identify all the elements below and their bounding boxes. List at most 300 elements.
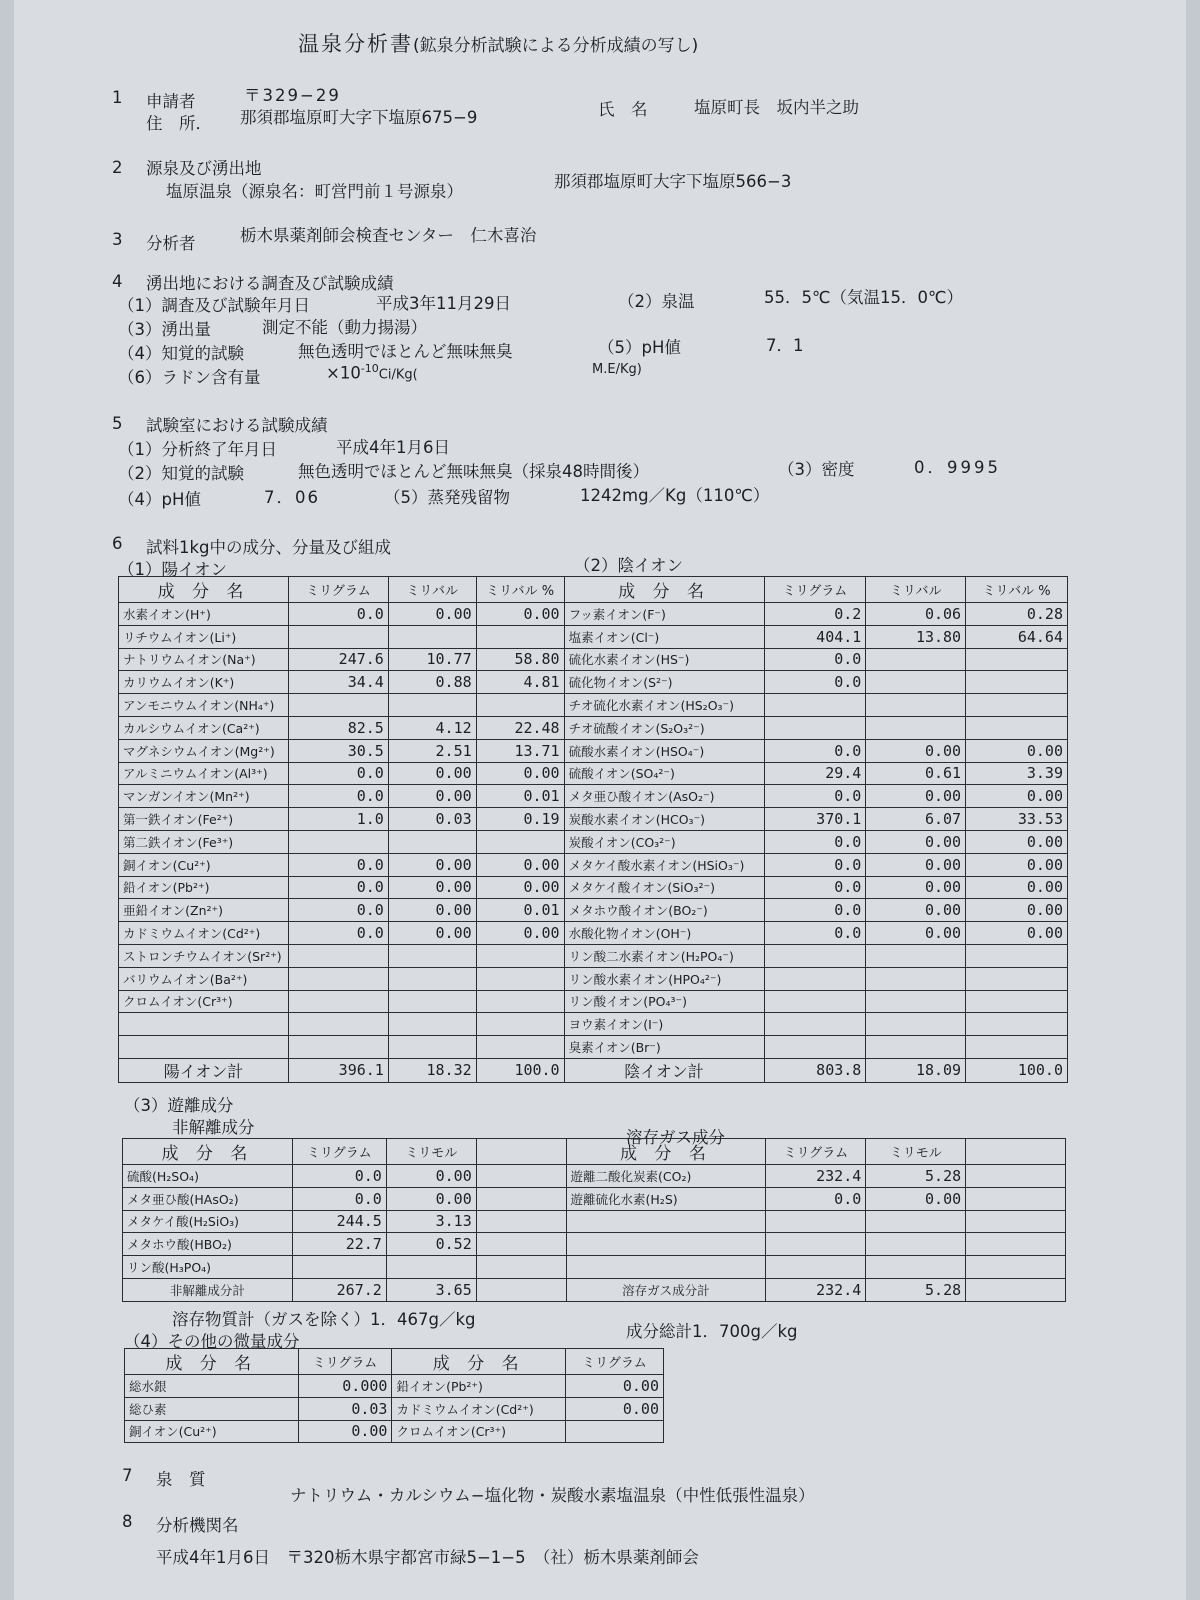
component-value: 13.71 [476, 739, 564, 762]
component-value [476, 830, 564, 853]
component-value [764, 716, 866, 739]
component-value: 0.01 [476, 899, 564, 922]
component-value: 0.0 [766, 1187, 866, 1210]
component-value: 0.0 [288, 876, 388, 899]
undissociated-label: 非解離成分 [172, 1118, 255, 1137]
institution-value: 平成4年1月6日 〒320栃木県宇都宮市緑5−1−5 （社）栃木県薬剤師会 [156, 1548, 699, 1567]
spring-temp: 55．5℃（気温15．0℃） [764, 288, 964, 307]
component-value: 0.00 [476, 876, 564, 899]
field-test-label: 湧出地における調査及び試験成績 [146, 274, 394, 293]
table-row [119, 785, 1068, 808]
component-name [119, 1036, 289, 1059]
component-value [766, 1210, 866, 1233]
component-name: ストロンチウムイオン(Sr²⁺) [119, 944, 289, 967]
column-header: 成 分 名 [392, 1349, 566, 1375]
component-name: 鉛イオン(Pb²⁺) [392, 1375, 566, 1398]
section-8-number: 8 [122, 1512, 133, 1531]
address-label: 住 所． [146, 114, 212, 133]
component-value [388, 1013, 476, 1036]
free-component-label: （3）遊離成分 [124, 1096, 234, 1115]
column-header: ミリバル % [966, 577, 1068, 603]
component-value: 4.12 [388, 716, 476, 739]
component-value: 0.00 [866, 785, 966, 808]
component-value: 0.00 [476, 922, 564, 945]
component-value [966, 648, 1068, 671]
lab-date: 平成4年1月6日 [336, 438, 450, 457]
table-row [125, 1375, 664, 1398]
column-header: 成 分 名 [123, 1139, 293, 1165]
trace-table [124, 1348, 664, 1443]
applicant-label: 申請者 [146, 92, 196, 111]
density-value: 0．9995 [914, 458, 1001, 477]
sensory-lab-value: 無色透明でほとんど無味無臭（採泉48時間後） [298, 462, 649, 481]
component-name: リチウムイオン(Li⁺) [119, 625, 289, 648]
component-name: 硫酸水素イオン(HSO₄⁻) [564, 739, 764, 762]
component-name: 陰イオン計 [564, 1058, 764, 1082]
component-value: 0.00 [565, 1397, 663, 1420]
table-row [119, 899, 1068, 922]
table-row [119, 808, 1068, 831]
component-value: 0.00 [388, 603, 476, 626]
table-row [119, 967, 1068, 990]
component-value [388, 830, 476, 853]
component-name: マンガンイオン(Mn²⁺) [119, 785, 289, 808]
component-value [866, 671, 966, 694]
component-name: メタ亜ひ酸イオン(AsO₂⁻) [564, 785, 764, 808]
component-name: カドミウムイオン(Cd²⁺) [119, 922, 289, 945]
component-value [288, 1013, 388, 1036]
component-value: 0.00 [866, 739, 966, 762]
component-value [866, 944, 966, 967]
cation-label: （1）陽イオン [118, 560, 228, 579]
component-name: チオ硫酸イオン(S₂O₃²⁻) [564, 716, 764, 739]
component-name: マグネシウムイオン(Mg²⁺) [119, 739, 289, 762]
column-header: 成 分 名 [125, 1349, 299, 1375]
table-row [119, 739, 1068, 762]
component-value [866, 990, 966, 1013]
component-name: 第二鉄イオン(Fe³⁺) [119, 830, 289, 853]
component-value: 0.00 [388, 899, 476, 922]
component-value: 0.00 [388, 762, 476, 785]
document-subtitle: (鉱泉分析試験による分析成績の写し) [413, 36, 699, 56]
component-name: 炭酸イオン(CO₃²⁻) [564, 830, 764, 853]
table-row [119, 648, 1068, 671]
component-name: 水素イオン(H⁺) [119, 603, 289, 626]
component-value: 247.6 [288, 648, 388, 671]
component-value: 5.28 [866, 1278, 966, 1301]
component-value [476, 1187, 566, 1210]
component-value: 0.00 [388, 922, 476, 945]
radon-value: $\times 10^{-10}Ci/Kg$( [326, 362, 418, 383]
component-value [764, 1013, 866, 1036]
component-value: 0.52 [386, 1233, 476, 1256]
component-value: 0.00 [966, 785, 1068, 808]
component-name: 遊離二酸化炭素(CO₂) [566, 1165, 766, 1188]
component-value: 2.51 [388, 739, 476, 762]
component-value: 0.00 [866, 853, 966, 876]
component-name: メタケイ酸(H₂SiO₃) [123, 1210, 293, 1233]
ph-lab-label: （4）pH値 [118, 490, 201, 509]
table-row [123, 1165, 1066, 1188]
source-spring: 塩原温泉（源泉名：町営門前１号源泉） [166, 182, 463, 201]
component-name: バリウムイオン(Ba²⁺) [119, 967, 289, 990]
component-value: 33.53 [966, 808, 1068, 831]
ph-field-value: 7．1 [766, 336, 804, 355]
source-label: 源泉及び湧出地 [146, 159, 262, 178]
component-name: 総ひ素 [125, 1397, 299, 1420]
residue-label: （5）蒸発残留物 [384, 488, 510, 507]
component-value: 58.80 [476, 648, 564, 671]
component-name: 硫酸イオン(SO₄²⁻) [564, 762, 764, 785]
component-value [766, 1233, 866, 1256]
component-value [476, 625, 564, 648]
column-header: ミリバル [866, 577, 966, 603]
component-name: カルシウムイオン(Ca²⁺) [119, 716, 289, 739]
component-value: 0.00 [966, 922, 1068, 945]
component-value [288, 967, 388, 990]
component-value: 0.0 [764, 739, 866, 762]
component-value: 370.1 [764, 808, 866, 831]
field-test-date-label: （1）調査及び試験年月日 [118, 296, 310, 315]
component-value [764, 694, 866, 717]
component-value: 0.0 [764, 853, 866, 876]
component-value: 396.1 [288, 1058, 388, 1082]
component-name [566, 1210, 766, 1233]
component-value: 30.5 [288, 739, 388, 762]
component-name: 第一鉄イオン(Fe²⁺) [119, 808, 289, 831]
component-value [476, 1278, 566, 1301]
table-row [125, 1397, 664, 1420]
component-name [566, 1256, 766, 1279]
density-label: （3）密度 [778, 460, 855, 479]
sensory-lab-label: （2）知覚的試験 [118, 464, 244, 483]
component-value [476, 1013, 564, 1036]
column-header: ミリモル [386, 1139, 476, 1165]
sensory-field-value: 無色透明でほとんど無味無臭 [298, 342, 513, 361]
component-value [388, 694, 476, 717]
component-value: 3.39 [966, 762, 1068, 785]
component-name: 遊離硫化水素(H₂S) [566, 1187, 766, 1210]
component-value: 267.2 [292, 1278, 386, 1301]
flow-label: （3）湧出量 [118, 320, 211, 339]
component-value [866, 967, 966, 990]
table-row [119, 853, 1068, 876]
component-value [764, 967, 866, 990]
component-value [388, 944, 476, 967]
grand-total: 成分総計1．700g／kg [626, 1322, 798, 1341]
component-value: 0.00 [966, 899, 1068, 922]
component-value: 0.00 [388, 853, 476, 876]
column-header: 成 分 名 [564, 577, 764, 603]
component-value: 404.1 [764, 625, 866, 648]
lab-date-label: （1）分析終了年月日 [118, 440, 277, 459]
column-header: ミリモル [866, 1139, 966, 1165]
component-value [288, 990, 388, 1013]
component-value: 0.19 [476, 808, 564, 831]
component-name: アルミニウムイオン(Al³⁺) [119, 762, 289, 785]
document-title: 温泉分析書(鉱泉分析試験による分析成績の写し) [298, 32, 699, 56]
component-name: カリウムイオン(K⁺) [119, 671, 289, 694]
component-value: 0.0 [288, 762, 388, 785]
component-value: 0.00 [966, 739, 1068, 762]
component-name: 臭素イオン(Br⁻) [564, 1036, 764, 1059]
section-2-number: 2 [112, 158, 123, 177]
component-value: 0.0 [764, 648, 866, 671]
table-row [119, 716, 1068, 739]
component-value: 64.64 [966, 625, 1068, 648]
component-value [966, 944, 1068, 967]
component-value [866, 1013, 966, 1036]
component-value [866, 716, 966, 739]
section-1-number: 1 [112, 88, 123, 107]
component-name: リン酸二水素イオン(H₂PO₄⁻) [564, 944, 764, 967]
component-value [866, 1256, 966, 1279]
applicant-address: 那須郡塩原町大字下塩原675−9 [240, 108, 478, 127]
component-name: チオ硫化水素イオン(HS₂O₃⁻) [564, 694, 764, 717]
component-value: 5.28 [866, 1165, 966, 1188]
component-value: 0.00 [565, 1375, 663, 1398]
component-value: 18.32 [388, 1058, 476, 1082]
free-header-row [123, 1139, 1066, 1165]
component-value: 0.0 [292, 1165, 386, 1188]
component-value [476, 944, 564, 967]
component-value: 232.4 [766, 1165, 866, 1188]
component-name: 塩素イオン(Cl⁻) [564, 625, 764, 648]
component-value: 0.0 [764, 899, 866, 922]
component-value: 0.0 [288, 853, 388, 876]
component-value [966, 1278, 1066, 1301]
spring-type-value: ナトリウム・カルシウム−塩化物・炭酸水素塩温泉（中性低張性温泉） [290, 1486, 815, 1505]
component-name: アンモニウムイオン(NH₄⁺) [119, 694, 289, 717]
component-value [966, 990, 1068, 1013]
component-value [288, 694, 388, 717]
component-value [764, 1036, 866, 1059]
component-value: 0.00 [866, 922, 966, 945]
component-value: 0.2 [764, 603, 866, 626]
ph-lab-value: 7．06 [264, 488, 320, 507]
column-header: ミリグラム [565, 1349, 663, 1375]
component-value: 6.07 [866, 808, 966, 831]
component-name: 総水銀 [125, 1375, 299, 1398]
table-row [123, 1256, 1066, 1279]
component-value: 3.13 [386, 1210, 476, 1233]
ph-field-label: （5）pH値 [598, 338, 681, 357]
component-value: 3.65 [386, 1278, 476, 1301]
table-row [119, 944, 1068, 967]
ion-header-row [119, 577, 1068, 603]
component-name: 銅イオン(Cu²⁺) [125, 1420, 299, 1443]
table-row [119, 762, 1068, 785]
spring-temp-label: （2）泉温 [618, 292, 695, 311]
table-row [119, 876, 1068, 899]
component-value: 0.0 [764, 922, 866, 945]
name-label: 氏 名 [598, 100, 648, 119]
component-value: 0.0 [764, 671, 866, 694]
column-header: ミリグラム [292, 1139, 386, 1165]
table-row [119, 990, 1068, 1013]
component-value [966, 1187, 1066, 1210]
column-header: ミリグラム [288, 577, 388, 603]
component-value: 10.77 [388, 648, 476, 671]
component-value: 803.8 [764, 1058, 866, 1082]
table-row [119, 671, 1068, 694]
component-value [966, 967, 1068, 990]
component-name: クロムイオン(Cr³⁺) [392, 1420, 566, 1443]
institution-label: 分析機関名 [156, 1516, 239, 1535]
component-value [766, 1256, 866, 1279]
table-row [123, 1187, 1066, 1210]
component-value [966, 1233, 1066, 1256]
component-name: ナトリウムイオン(Na⁺) [119, 648, 289, 671]
component-value: 0.00 [386, 1187, 476, 1210]
component-value: 0.00 [866, 876, 966, 899]
component-name: 硫化物イオン(S²⁻) [564, 671, 764, 694]
column-header: 成 分 名 [566, 1139, 766, 1165]
component-value: 34.4 [288, 671, 388, 694]
component-value [966, 716, 1068, 739]
component-name: リン酸イオン(PO₄³⁻) [564, 990, 764, 1013]
component-name: リン酸水素イオン(HPO₄²⁻) [564, 967, 764, 990]
component-value: 18.09 [866, 1058, 966, 1082]
component-value [866, 1036, 966, 1059]
spring-type-label: 泉 質 [156, 1470, 206, 1489]
component-value: 82.5 [288, 716, 388, 739]
component-value [288, 944, 388, 967]
component-name: クロムイオン(Cr³⁺) [119, 990, 289, 1013]
component-value: 0.00 [866, 899, 966, 922]
component-value: 0.00 [476, 853, 564, 876]
free-component-table [122, 1138, 1066, 1302]
component-value: 0.0 [764, 785, 866, 808]
analyst-value: 栃木県薬剤師会検査センター 仁木喜治 [240, 226, 537, 245]
component-name [119, 1013, 289, 1036]
component-value [388, 967, 476, 990]
component-value: 0.03 [298, 1397, 392, 1420]
table-row [119, 1036, 1068, 1059]
section-7-number: 7 [122, 1466, 133, 1485]
column-header: ミリグラム [766, 1139, 866, 1165]
column-header: ミリバル % [476, 577, 564, 603]
component-value [476, 1210, 566, 1233]
trace-header-row [125, 1349, 664, 1375]
composition-label: 試料1kg中の成分、分量及び組成 [146, 538, 392, 557]
component-name: 銅イオン(Cu²⁺) [119, 853, 289, 876]
component-value [966, 1036, 1068, 1059]
component-value: 0.01 [476, 785, 564, 808]
column-header: ミリバル [388, 577, 476, 603]
column-header: ミリグラム [298, 1349, 392, 1375]
component-value: 0.00 [298, 1420, 392, 1443]
component-value: 0.00 [866, 1187, 966, 1210]
radon-unit: M.E/Kg) [592, 362, 642, 377]
component-value [386, 1256, 476, 1279]
component-value: 0.00 [966, 853, 1068, 876]
component-value [288, 1036, 388, 1059]
component-name: メタケイ酸イオン(SiO₃²⁻) [564, 876, 764, 899]
component-value: 4.81 [476, 671, 564, 694]
component-value: 0.00 [476, 762, 564, 785]
component-value [476, 990, 564, 1013]
component-value [764, 990, 866, 1013]
component-value [476, 1165, 566, 1188]
component-value [476, 1036, 564, 1059]
column-header [966, 1139, 1066, 1165]
source-address: 那須郡塩原町大字下塩原566−3 [554, 172, 792, 191]
component-value [966, 671, 1068, 694]
component-value: 0.03 [388, 808, 476, 831]
column-header [476, 1139, 566, 1165]
component-value [476, 1256, 566, 1279]
table-row [119, 830, 1068, 853]
radon-label: （6）ラドン含有量 [118, 368, 261, 387]
component-name: 炭酸水素イオン(HCO₃⁻) [564, 808, 764, 831]
table-row [119, 603, 1068, 626]
component-value [966, 1256, 1066, 1279]
table-row [119, 694, 1068, 717]
component-value: 0.0 [288, 603, 388, 626]
component-value: 0.00 [866, 830, 966, 853]
component-value [476, 1233, 566, 1256]
component-value: 0.00 [966, 876, 1068, 899]
flow-value: 測定不能（動力揚湯） [262, 318, 427, 337]
component-value [966, 1013, 1068, 1036]
component-value [388, 1036, 476, 1059]
component-value: 22.48 [476, 716, 564, 739]
component-name: 非解離成分計 [123, 1278, 293, 1301]
component-value [866, 648, 966, 671]
component-value: 0.000 [298, 1375, 392, 1398]
residue-value: 1242mg／Kg（110℃） [580, 486, 770, 505]
column-header: ミリグラム [764, 577, 866, 603]
component-value: 100.0 [966, 1058, 1068, 1082]
component-value: 0.0 [288, 899, 388, 922]
component-value [966, 1165, 1066, 1188]
component-value: 0.0 [288, 785, 388, 808]
field-test-date: 平成3年11月29日 [376, 294, 511, 313]
table-row [119, 625, 1068, 648]
component-name: メタホウ酸イオン(BO₂⁻) [564, 899, 764, 922]
component-value: 244.5 [292, 1210, 386, 1233]
component-value [476, 967, 564, 990]
component-name: 硫化水素イオン(HS⁻) [564, 648, 764, 671]
document-sheet [14, 0, 1186, 1600]
table-row [119, 1013, 1068, 1036]
component-value [388, 990, 476, 1013]
component-value [866, 1210, 966, 1233]
section-4-number: 4 [112, 272, 123, 291]
component-name: 溶存ガス成分計 [566, 1278, 766, 1301]
component-name: カドミウムイオン(Cd²⁺) [392, 1397, 566, 1420]
component-name: メタ亜ひ酸(HAsO₂) [123, 1187, 293, 1210]
applicant-postal: 〒329−29 [244, 86, 341, 105]
component-value [476, 694, 564, 717]
component-value: 29.4 [764, 762, 866, 785]
component-value: 232.4 [766, 1278, 866, 1301]
component-value [288, 830, 388, 853]
table-row [123, 1233, 1066, 1256]
component-value: 0.06 [866, 603, 966, 626]
component-value: 0.28 [966, 603, 1068, 626]
component-name: メタケイ酸水素イオン(HSiO₃⁻) [564, 853, 764, 876]
component-value: 0.00 [476, 603, 564, 626]
component-value: 13.80 [866, 625, 966, 648]
table-row [123, 1210, 1066, 1233]
anion-label: （2）陰イオン [574, 556, 684, 575]
component-value: 0.00 [386, 1165, 476, 1188]
component-value [866, 1233, 966, 1256]
component-value: 0.0 [764, 830, 866, 853]
component-name: メタホウ酸(HBO₂) [123, 1233, 293, 1256]
